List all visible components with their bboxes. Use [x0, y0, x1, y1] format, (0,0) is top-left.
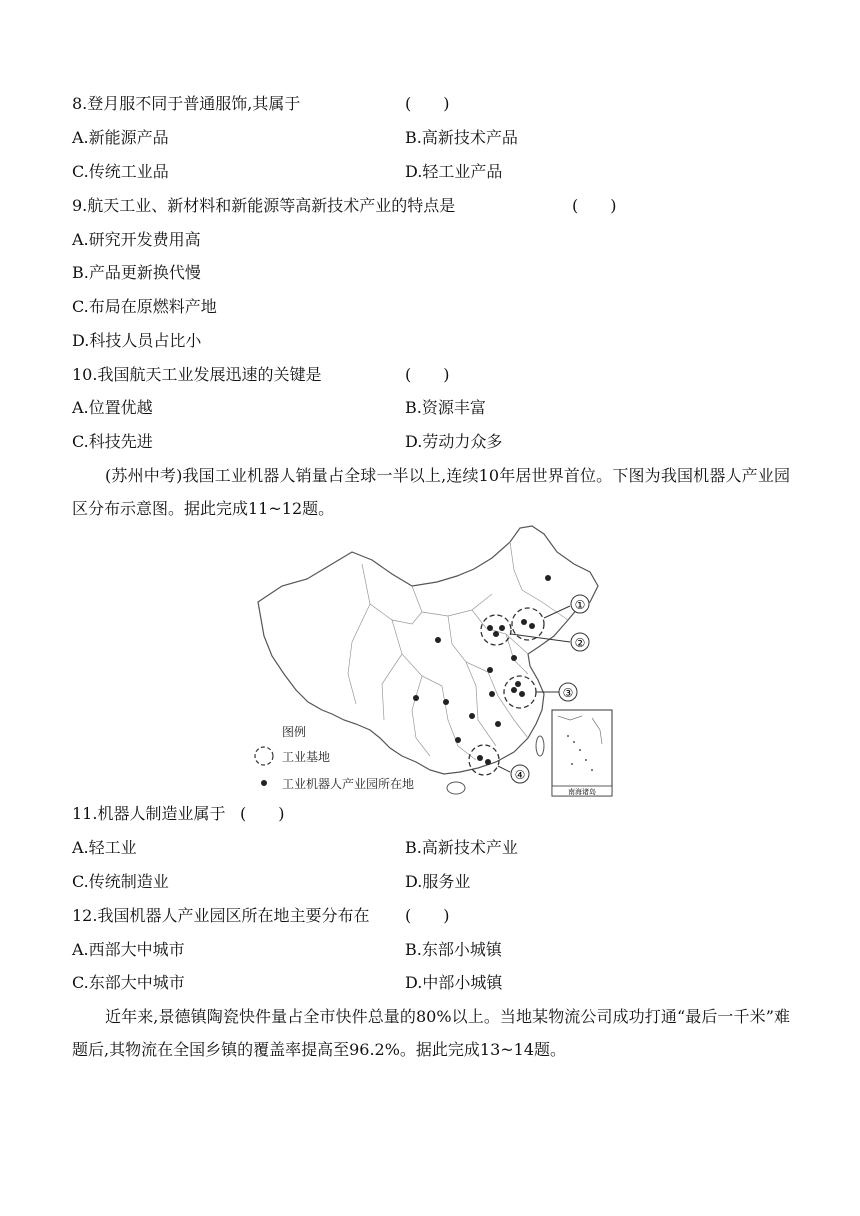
question-12-option-a: A.西部大中城市	[72, 940, 185, 959]
question-9-option-d: D.科技人员占比小	[72, 331, 202, 350]
question-10-option-b: B.资源丰富	[405, 398, 486, 417]
question-12-option-c: C.东部大中城市	[72, 973, 185, 992]
question-12-answer-blank: ( )	[405, 906, 450, 925]
question-12-option-b: B.东部小城镇	[405, 940, 502, 959]
question-11-stem: 11.机器人制造业属于	[72, 804, 226, 823]
marker-3: ③	[562, 686, 574, 700]
question-10-answer-blank: ( )	[405, 365, 450, 384]
question-8-option-c: C.传统工业品	[72, 162, 169, 181]
question-10-option-c: C.科技先进	[72, 432, 153, 451]
legend-industrial-base: 工业基地	[282, 750, 331, 764]
question-8-stem: 8.登月服不同于普通服饰,其属于	[72, 94, 301, 113]
china-outline	[258, 526, 598, 774]
question-11-option-c: C.传统制造业	[72, 872, 169, 891]
legend-robot-park: 工业机器人产业园所在地	[282, 777, 415, 791]
question-9-answer-blank: ( )	[572, 196, 617, 215]
question-11-answer-blank: ( )	[240, 804, 285, 823]
inset-label: 南海诸岛	[568, 788, 596, 796]
hainan-island	[447, 782, 465, 794]
question-9-option-a: A.研究开发费用高	[72, 230, 201, 249]
taiwan-island	[536, 736, 544, 756]
question-11-option-b: B.高新技术产业	[405, 838, 518, 857]
question-11-option-d: D.服务业	[405, 872, 471, 891]
logistics-passage: 近年来,景德镇陶瓷快件量占全市快件总量的80%以上。当地某物流公司成功打通“最后一千米”难题后,其物流在全国乡镇的覆盖率提高至96.2%。据此完成13~14题。	[72, 1007, 790, 1059]
question-9-option-b: B.产品更新换代慢	[72, 263, 201, 282]
question-8-option-a: A.新能源产品	[72, 128, 169, 147]
marker-4: ④	[514, 768, 526, 782]
question-9-stem: 9.航天工业、新材料和新能源等高新技术产业的特点是	[72, 196, 456, 215]
robot-passage: (苏州中考)我国工业机器人销量占全球一半以上,连续10年居世界首位。下图为我国机器人产业园区分布示意图。据此完成11~12题。	[72, 466, 790, 518]
question-12-stem: 12.我国机器人产业园区所在地主要分布在	[72, 906, 370, 925]
question-9-option-c: C.布局在原燃料产地	[72, 297, 217, 316]
inset-box	[552, 710, 612, 796]
robot-park-map	[252, 524, 616, 798]
question-8-option-b: B.高新技术产品	[405, 128, 518, 147]
legend-title: 图例	[282, 725, 307, 739]
question-8-option-d: D.轻工业产品	[405, 162, 503, 181]
question-10-stem: 10.我国航天工业发展迅速的关键是	[72, 365, 322, 384]
marker-2: ②	[574, 636, 586, 650]
question-10-option-a: A.位置优越	[72, 398, 153, 417]
question-12-option-d: D.中部小城镇	[405, 973, 503, 992]
marker-1: ①	[574, 598, 586, 612]
question-8-answer-blank: ( )	[405, 94, 450, 113]
question-10-option-d: D.劳动力众多	[405, 432, 503, 451]
question-11-option-a: A.轻工业	[72, 838, 137, 857]
